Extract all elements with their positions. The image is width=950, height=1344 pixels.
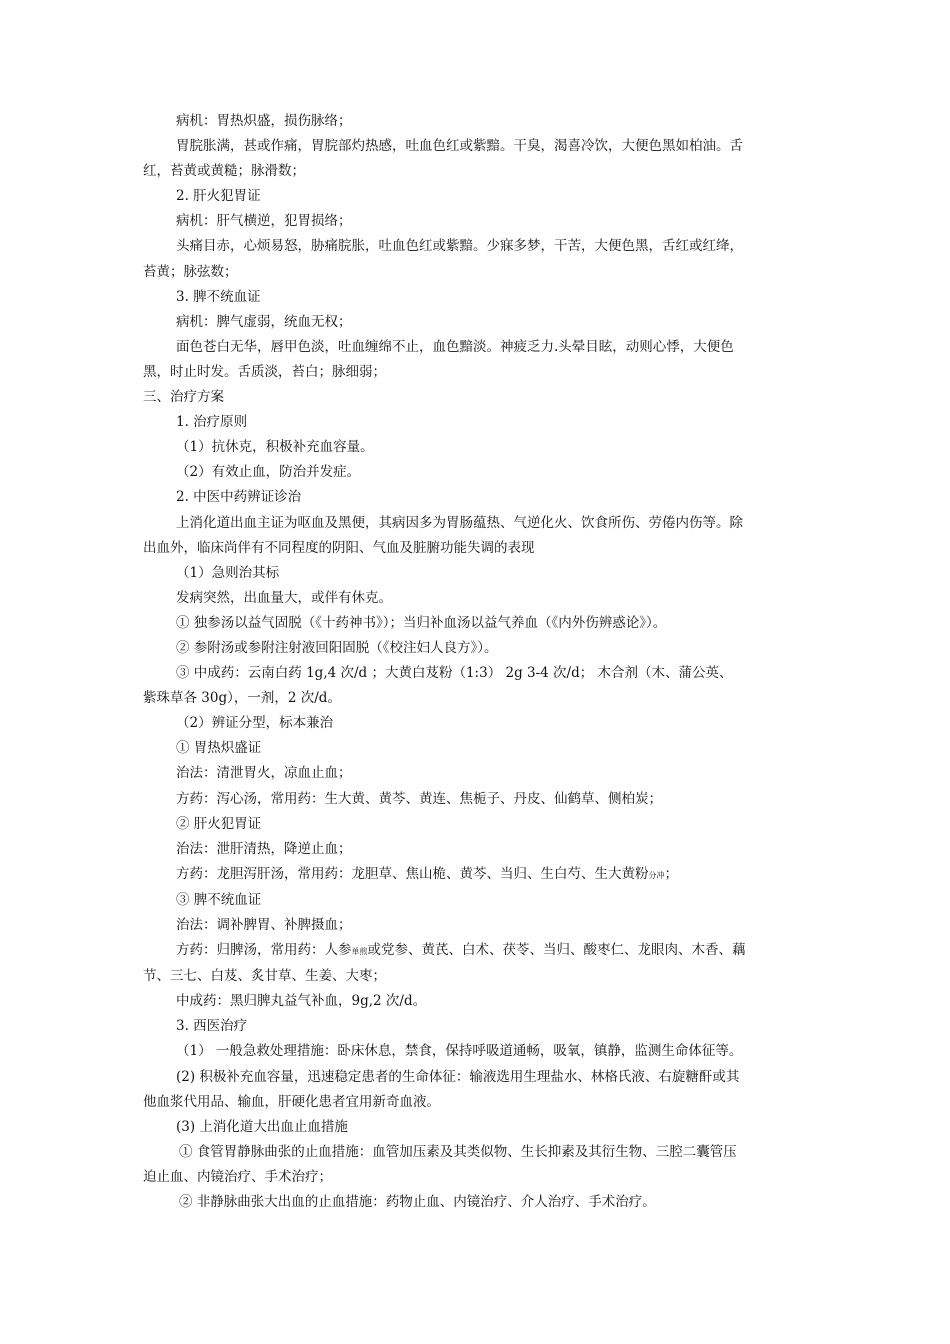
line-text: 黑，时止时发。舌质淡，苔白；脉细弱； [143,363,386,380]
line-text: 3. 西医治疗 [176,1018,248,1035]
text-line [143,1065,815,1090]
line-text: ③ 中成药：云南白药 1g,4 次/d ；大黄白芨粉（1:3） 2g 3-4 次/d； 木合剂（木、蒲公英、 [176,665,733,682]
line-text: 迫止血、内镜治疗、手术治疗； [143,1168,332,1185]
text-line [143,636,815,661]
text-line [143,1165,815,1190]
text-line [143,611,815,636]
text-line [143,260,815,285]
line-text: 节、三七、白芨、炙甘草、生姜、大枣； [143,968,386,985]
line-text: 3. 脾不统血证 [176,288,261,305]
line-text: 上消化道出血主证为呕血及黑便，其病因多为胃肠蕴热、气逆化火、饮食所伤、劳倦内伤等。除 [176,514,743,531]
document-body [143,109,815,1215]
line-text: (2) 积极补充血容量，迅速稳定患者的生命体征：输液选用生理盐水、林格氏液、右旋糖酐或其 [176,1068,740,1085]
text-line [143,209,815,234]
text-line [143,310,815,335]
text-line [143,561,815,586]
text-line [143,1039,815,1064]
text-line [143,989,815,1014]
text-line [143,913,815,938]
line-text: ② 肝火犯胃证 [176,815,262,832]
line-text: 病机：肝气横逆，犯胃损络； [176,213,352,230]
line-text: 治法：清泄胃火，凉血止血； [176,765,352,782]
text-line [143,335,815,360]
line-text: 治法：泄肝清热，降逆止血； [176,840,352,857]
line-text: 他血浆代用品、输血，肝硬化患者宜用新奇血液。 [143,1093,440,1110]
text-line [143,385,815,410]
text-line [143,812,815,837]
annotation-note: 单煎 [351,947,368,957]
text-line [143,1140,815,1165]
text-line [143,964,815,989]
text-line [143,586,815,611]
line-text: 面色苍白无华，唇甲色淡，吐血缠绵不止，血色黯淡。神疲乏力.头晕目眩，动则心悸，大便色 [176,338,734,355]
text-line [143,1014,815,1039]
line-text: ② 参附汤或参附注射液回阳固脱（《校注妇人良方》）。 [176,639,498,656]
annotation-note: 分冲 [648,870,665,880]
line-text: ③ 脾不统血证 [176,891,262,908]
text-line [143,686,815,711]
line-text: ② 非静脉曲张大出血的止血措施：药物止血、内镜治疗、介人治疗、手术治疗。 [179,1194,656,1211]
text-line [143,938,815,964]
line-text: （2）辨证分型，标本兼治 [176,715,334,732]
line-text: 2. 中医中药辨证诊治 [176,489,302,506]
line-text-continued: ； [664,865,678,882]
line-text: 1. 治疗原则 [176,414,248,431]
line-text: (3) 上消化道大出血止血措施 [176,1118,348,1135]
text-line [143,410,815,435]
line-text: 病机：胃热炽盛，损伤脉络； [176,113,352,129]
line-text: 方药：归脾汤，常用药：人参 [176,942,352,959]
line-text: （1）抗休克，积极补充血容量。 [176,439,374,456]
line-text: 紫珠草各 30g），一剂，2 次/d。 [143,690,341,707]
text-line [143,435,815,460]
line-text: 苔黄；脉弦数； [143,263,238,280]
line-text: ① 食管胃静脉曲张的止血措施：血管加压素及其类似物、生长抑素及其衍生物、三腔二囊管压 [179,1143,737,1160]
line-text: 红，苔黄或黄糙；脉滑数； [143,163,305,180]
text-line [143,511,815,536]
line-text: 头痛目赤，心烦易怒，胁痛脘胀，吐血色红或紫黯。少寐多梦，干苦，大便色黑，舌红或红绛， [176,238,743,255]
text-line [143,1115,815,1140]
text-line [143,761,815,786]
text-line [143,536,815,561]
line-text: 病机：脾气虚弱，统血无权； [176,313,352,330]
text-line [143,134,815,159]
line-text-continued: 或党参、黄芪、白术、茯苓、当归、酸枣仁、龙眼肉、木香、藕 [367,942,746,959]
line-text: 发病突然，出血量大，或伴有休克。 [176,589,392,606]
text-line [143,888,815,913]
text-line [143,360,815,385]
text-line [143,184,815,209]
line-text: 胃脘胀满，甚或作痛，胃脘部灼热感，吐血色红或紫黯。干臭，渴喜冷饮，大便色黑如柏油。舌 [176,138,743,155]
text-line [143,109,815,134]
line-text: （1）急则治其标 [176,564,280,581]
line-text: ① 独参汤以益气固脱（《十药神书》）；当归补血汤以益气养血（《内外伤辨惑论》）。 [176,614,667,631]
text-line [143,661,815,686]
text-line [143,862,815,888]
text-line [143,736,815,761]
line-text: 三、治疗方案 [143,389,224,406]
text-line [143,460,815,485]
text-line [143,837,815,862]
line-text: （1） 一般急救处理措施：卧床休息，禁食，保持呼吸道通畅，吸氧，镇静，监测生命体征等。 [176,1043,743,1060]
text-line [143,234,815,259]
text-line [143,485,815,510]
line-text: （2）有效止血，防治并发症。 [176,464,361,481]
line-text: 2. 肝火犯胃证 [176,188,261,205]
line-text: 方药：泻心汤，常用药：生大黄、黄芩、黄连、焦栀子、丹皮、仙鹤草、侧柏炭； [176,790,662,807]
text-line [143,1090,815,1115]
text-line [143,159,815,184]
text-line [143,285,815,310]
line-text: ① 胃热炽盛证 [176,740,262,757]
line-text: 中成药：黑归脾丸益气补血，9g,2 次/d。 [176,993,427,1010]
text-line [143,711,815,736]
text-line [143,1190,815,1215]
line-text: 出血外，临床尚伴有不同程度的阴阳、气血及脏腑功能失调的表现 [143,539,535,556]
text-line [143,787,815,812]
line-text: 治法：调补脾胃、补脾摄血； [176,917,352,933]
line-text: 方药：龙胆泻肝汤，常用药：龙胆草、焦山桅、黄芩、当归、生白芍、生大黄粉 [176,865,649,882]
